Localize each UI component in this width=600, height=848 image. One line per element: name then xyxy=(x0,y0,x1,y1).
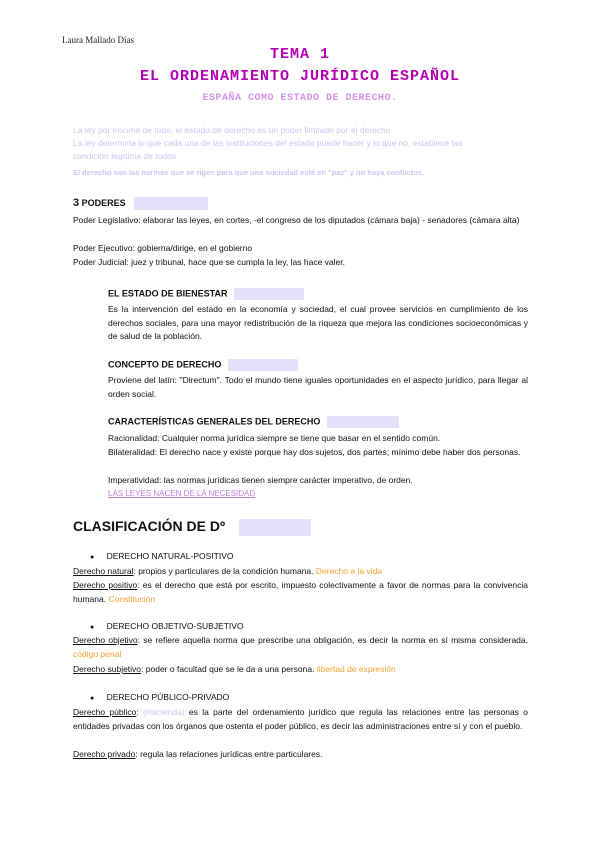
bienestar-text: Es la intervención del estado en la economía y sociedad, el cual provee servicios en cumplimiento de los derechos sociales, para una mayor redistribución de la riqueza que mejora las condiciones socioeconómicas y de salud de la población. xyxy=(108,304,528,341)
necesidad-link[interactable]: LAS LEYES NACEN DE LA NECESIDAD xyxy=(108,489,256,498)
intro-line-3: condición legítima de todos xyxy=(73,151,177,161)
page-title: TEMA 1 xyxy=(269,46,330,63)
derecho-natural-text: : propios y particulares de la condición humana. xyxy=(133,566,316,576)
highlight-block xyxy=(239,519,311,536)
highlight-block xyxy=(327,416,399,428)
section-subtitle: ESPAÑA COMO ESTADO DE DERECHO. xyxy=(202,93,398,104)
highlight-block xyxy=(134,197,208,210)
bullet-dot: ● xyxy=(90,695,95,702)
derecho-subjetivo-paragraph xyxy=(73,663,528,677)
concepto-heading-label: CONCEPTO DE DERECHO xyxy=(108,359,222,370)
bullet-objetivo-subjetivo xyxy=(90,621,244,631)
caracteristica-racionalidad: Racionalidad: Cualquier norma jurídica siempre se tiene que basar en el sentido común. xyxy=(108,433,441,443)
derecho-subjetivo-example: libertad de expresión xyxy=(316,664,396,674)
bullet-dot: ● xyxy=(90,554,95,561)
intro-line-1: La ley por encima de todo, el estado de derecho es un poder limitado por el derecho xyxy=(73,125,391,135)
bullet-natural-positivo xyxy=(90,551,234,561)
bienestar-heading xyxy=(108,288,304,300)
derecho-publico-text: es la parte del ordenamiento jurídico que regula las relaciones entre las personas o entidades privadas con los órganos que ostenta el poder público, es decir las administraciones entre sí y con el pueblo. xyxy=(73,707,528,731)
caracteristicas-heading xyxy=(108,416,399,428)
page-subtitle: EL ORDENAMIENTO JURÍDICO ESPAÑOL xyxy=(139,68,461,85)
derecho-positivo-paragraph xyxy=(73,579,528,606)
derecho-subjetivo-term: Derecho subjetivo xyxy=(73,664,142,674)
derecho-objetivo-example: código penal xyxy=(73,648,122,659)
derecho-objetivo-paragraph xyxy=(73,634,528,661)
derecho-objetivo-text: : se refiere aquella norma que prescribe una obligación, es decir la norma en sí misma considerada. xyxy=(137,635,528,645)
intro-line-4: El derecho son las normas que se rigen para que una sociedad esté en "paz" y no haya conflictos. xyxy=(73,168,424,177)
clasificacion-heading xyxy=(73,518,311,536)
objetivo-subjetivo-heading: DERECHO OBJETIVO-SUBJETIVO xyxy=(106,621,244,631)
derecho-privado-term: Derecho privado xyxy=(73,749,136,759)
derecho-objetivo-term: Derecho objetivo xyxy=(73,635,138,645)
bullet-dot: ● xyxy=(90,624,95,631)
poder-ejecutivo: Poder Ejecutivo: gobierna/dirige, en el gobierno xyxy=(73,243,253,253)
highlight-block xyxy=(228,359,298,371)
caracteristicas-heading-label: CARACTERÍSTICAS GENERALES DEL DERECHO xyxy=(108,416,321,427)
derecho-natural-paragraph xyxy=(73,565,528,579)
highlight-block xyxy=(234,288,304,300)
derecho-positivo-term: Derecho positivo xyxy=(73,580,138,590)
derecho-publico-tag: (Hacienda) xyxy=(143,707,185,717)
clasificacion-heading-label: CLASIFICACIÓN DE Dº xyxy=(73,518,226,534)
bienestar-heading-label: EL ESTADO DE BIENESTAR xyxy=(108,288,228,299)
derecho-positivo-text: : es el derecho que está por escrito, impuesto colectivamente a favor de normas para la convivencia humana. xyxy=(73,580,528,604)
natural-positivo-heading: DERECHO NATURAL-POSITIVO xyxy=(106,551,234,561)
derecho-publico-term: Derecho público xyxy=(73,707,137,717)
poderes-number: 3 xyxy=(73,197,80,209)
poder-legislativo: Poder Legislativo: elaborar las leyes, en cortes, -el congreso de los diputados (cámara baja) - senadores (cámara alta) xyxy=(73,215,520,225)
derecho-publico-paragraph: Derecho público: (Hacienda) es la parte del ordenamiento jurídico que regula las relaciones entre las personas o entidades privadas con los órganos que ostenta el poder público, es decir las administraciones entre sí y con el pueblo. xyxy=(73,707,528,731)
intro-line-2: La ley determina lo que cada una de las instituciones del estado puede hacer y lo que no, establece las xyxy=(73,138,463,148)
derecho-natural-example: Derecho a la vida xyxy=(315,566,383,576)
concepto-text: Proviene del latín: "Directum". Todo el mundo tiene iguales oportunidades en el aspecto jurídico, para llegar al orden social. xyxy=(108,375,528,399)
concepto-heading xyxy=(108,359,298,371)
derecho-privado-text: : regula las relaciones jurídicas entre particulares. xyxy=(135,749,323,759)
bullet-publico-privado xyxy=(90,692,229,702)
author-name: Laura Mallado Días xyxy=(62,35,134,45)
derecho-subjetivo-text: : poder o facultad que se le da a una persona. xyxy=(141,664,317,674)
derecho-positivo-example: Constitución xyxy=(108,593,156,604)
caracteristica-imperatividad: Imperatividad: las normas jurídicas tienen siempre carácter imperativo, de orden. xyxy=(108,475,413,485)
poder-judicial: Poder Judicial: juez y tribunal, hace que se cumpla la ley, las hace valer. xyxy=(73,257,345,267)
derecho-privado-paragraph xyxy=(73,748,528,762)
poderes-heading-label: PODERES xyxy=(81,198,126,208)
caracteristica-bilateralidad: Bilateralidad: El derecho nace y existe porque hay dos sujetos, dos partes; mínimo debe haber dos personas. xyxy=(108,447,521,457)
derecho-natural-term: Derecho natural xyxy=(73,566,134,576)
poderes-heading xyxy=(73,197,208,210)
publico-privado-heading: DERECHO PÚBLICO-PRIVADO xyxy=(106,692,230,702)
